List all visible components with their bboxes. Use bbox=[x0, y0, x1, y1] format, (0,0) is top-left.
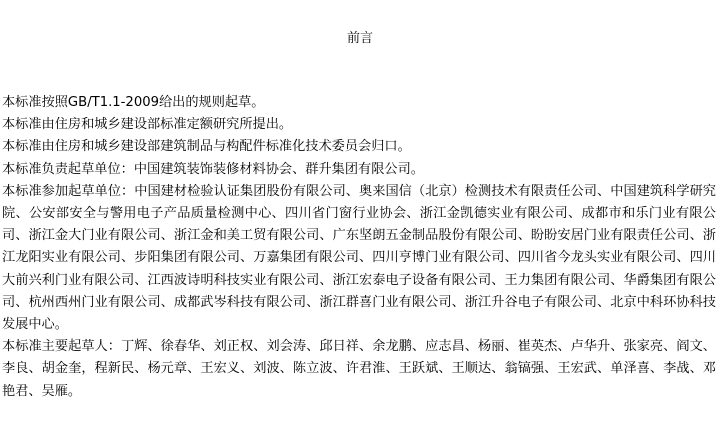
paragraph-proposer: 本标准由住房和城乡建设部标准定额研究所提出。 bbox=[2, 117, 293, 133]
paragraph-centralized-by: 本标准由住房和城乡建设部建筑制品与构配件标准化技术委员会归口。 bbox=[2, 139, 411, 155]
paragraph-responsible-drafter: 本标准负责起草单位：中国建筑装饰装修材料协会、群升集团有限公司。 bbox=[2, 161, 424, 177]
document-title: 前言 bbox=[346, 31, 373, 46]
paragraph-participating-drafters: 本标准参加起草单位：中国建材检验认证集团股份有限公司、奥来国信（北京）检测技术有限责任公司、中国建筑科学研究院、公安部安全与警用电子产品质量检测中心、四川省门窗行业协会、浙江金凯德实业有限公司、成都市和乐门业有限公司、浙江金大门业有限公司、浙江金和美工贸有限公司、广东坚朗五金制品股份有限公司、盼盼安居门业有限责任公司、浙江龙阳实业有限公司、步阳集团有限公司、万嘉集团有限公司、四川亨博门业有限公司、四川省今龙头实业有限公司、四川大前兴利门业有限公司、江西波诗明科技实业有限公司、浙江宏泰电子设备有限公司、王力集团有限公司、华爵集团有限公司、杭州西州门业有限公司、成都武岑科技有限公司、浙江群喜门业有限公司、浙江升谷电子有限公司、北京中科环协科技发展中心。 bbox=[2, 183, 716, 333]
paragraph-main-drafters: 本标准主要起草人：丁辉、徐春华、刘正权、刘会涛、邱日祥、余龙鹏、应志昌、杨丽、崔英杰、卢华升、张家亮、阎文、李良、胡金奎，程新民、杨元章、王宏义、刘波、陈立波、许君淮、王跃斌、王顺达、翁镐强、王宏武、单泽喜、李战、邓艳君、吴雁。 bbox=[2, 339, 716, 399]
document-body bbox=[2, 92, 716, 403]
paragraph-drafting-rules: 本标准按照GB/T1.1-2009给出的规则起草。 bbox=[2, 95, 265, 110]
